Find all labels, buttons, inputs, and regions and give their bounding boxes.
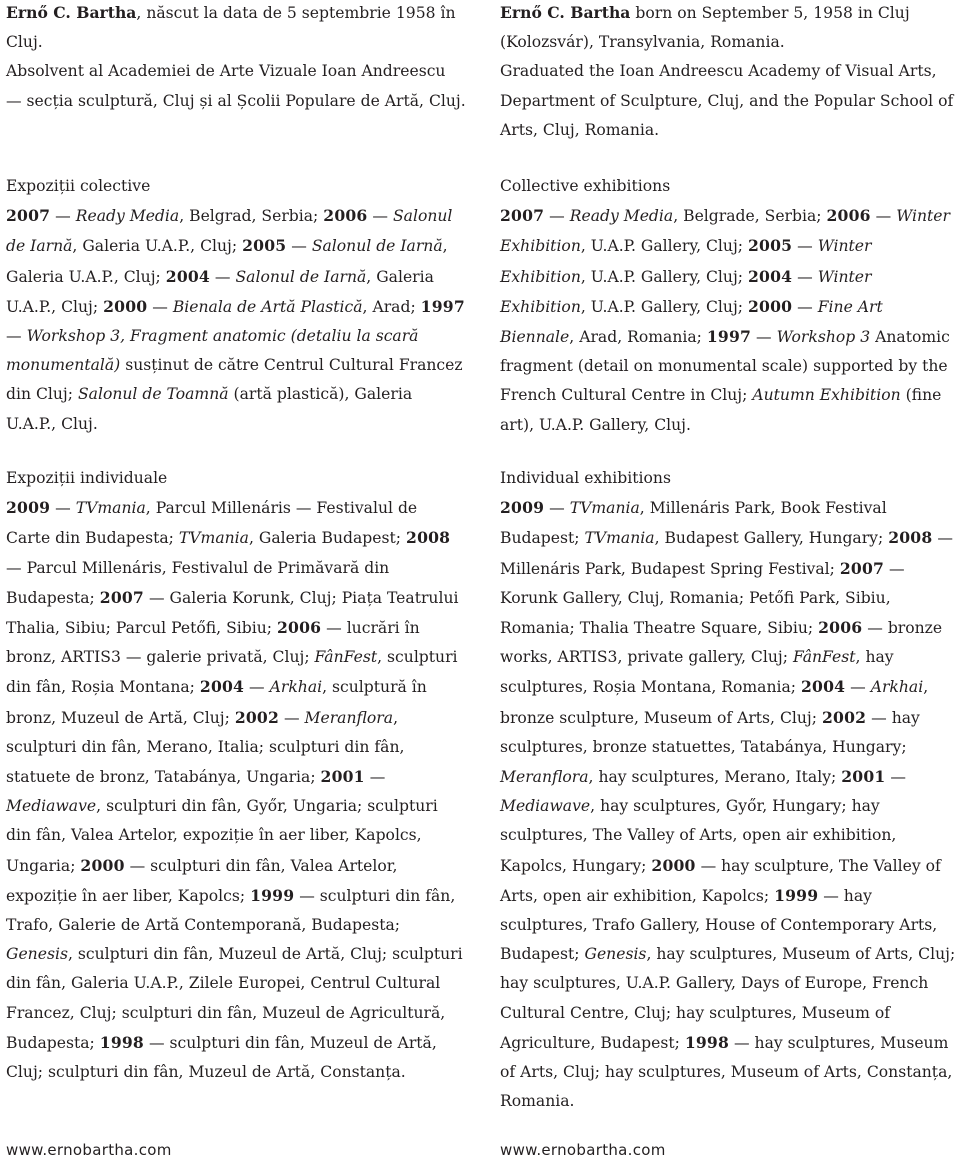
entry-dash: —: [695, 856, 722, 875]
solo-exhibitions-ro: [6, 464, 466, 1087]
entry-title: Workshop 3, Fragment anatomic (detaliu la scară monumentală): [6, 327, 419, 375]
entry-details: susținut de către Centrul Cultural Francez din Cluj;: [6, 356, 463, 404]
entry-title: Salonul de Iarnă: [6, 207, 453, 256]
entry-dash: —: [932, 529, 953, 548]
entry-year: 2004: [199, 677, 245, 697]
website-link[interactable]: www.ernobartha.com: [500, 1141, 666, 1159]
entry-details: Korunk Gallery, Cluj, Romania; Petőfi Park, Sibiu, Romania; Thalia Theatre Square, Sibiu;: [500, 588, 891, 638]
entry-title: Workshop 3: [776, 328, 871, 347]
entry-details: , bronze sculpture, Museum of Arts, Cluj;: [500, 678, 929, 727]
entry-details: , hay sculptures, Roșia Montana, Romania;: [500, 648, 894, 697]
entry-year: 1997: [420, 296, 465, 316]
intro-ro: [6, 0, 466, 116]
entry-list: [6, 493, 466, 1087]
exhibition-entry: [500, 207, 827, 225]
entry-year: 2006: [323, 206, 368, 226]
entry-dash: —: [50, 499, 76, 518]
entry-list: [500, 201, 960, 440]
entry-title: Autumn Exhibition: [752, 386, 901, 405]
entry-details: , Arad;: [362, 297, 421, 316]
entry-year: 2007: [99, 587, 144, 607]
entry-details: hay sculptures, bronze statuettes, Tatabánya, Hungary;: [500, 708, 920, 756]
entry-title: TVmania: [75, 499, 146, 518]
entry-title: TVmania: [569, 499, 640, 518]
entry-dash: —: [50, 207, 76, 226]
entry-details: hay sculptures, Museum of Arts, Cluj; hay sculptures, Museum of Arts, Constanța, Romania.: [500, 1033, 953, 1111]
entry-title: Salonul de Iarnă: [235, 267, 367, 286]
entry-year: 2004: [165, 266, 210, 286]
entry-year: 2004: [801, 677, 846, 697]
entry-details: , sculpturi din fân, Muzeul de Artă, Cluj; sculpturi din fân, Galeria U.A.P., Zilele Europei, Centrul Cultural Francez, Cluj; sculpturi din fân, Muzeul de Agricultură, Budapesta;: [6, 945, 463, 1052]
entry-dash: —: [729, 1033, 755, 1052]
section-heading: Expoziții colective: [6, 177, 151, 195]
entry-details: , Parcul Millenáris — Festivalul de Carte din Budapesta;: [6, 499, 418, 548]
entry-dash: —: [866, 708, 892, 727]
entry-details: , Galeria U.A.P., Cluj;: [6, 267, 434, 316]
section-heading: Collective exhibitions: [500, 177, 671, 195]
entry-year: 2005: [748, 236, 793, 256]
entry-dash: —: [544, 207, 570, 226]
entry-list: [6, 201, 466, 439]
entry-title: Winter Exhibition: [500, 207, 950, 256]
entry-details: sculpturi din fân, Valea Artelor, expoziție în aer liber, Kapolcs;: [6, 856, 398, 905]
exhibition-entry: [500, 768, 841, 786]
solo-exhibitions-en: [500, 464, 960, 1116]
entry-details: , hay sculptures, Merano, Italy;: [588, 768, 842, 787]
entry-details: , sculpturi din fân, Roșia Montana;: [6, 648, 458, 697]
entry-title: Salonul de Toamnă: [77, 385, 229, 404]
entry-details: , hay sculptures, Győr, Hungary; hay sculptures, The Valley of Arts, open air exhibition, Kapolcs, Hungary;: [500, 797, 897, 875]
entry-year: 2007: [6, 206, 51, 226]
entry-details: , Budapest Gallery, Hungary;: [654, 529, 889, 548]
entry-dash: —: [279, 708, 305, 727]
entry-year: 2009: [6, 498, 51, 518]
entry-year: 1999: [774, 885, 819, 905]
entry-details: sculpturi din fân, Muzeul de Artă, Cluj; sculpturi din fân, Muzeul de Artă, Constanța.: [6, 1033, 437, 1082]
entry-title: Arkhai: [870, 678, 924, 697]
entry-details: , U.A.P. Gallery, Cluj;: [580, 237, 748, 256]
entry-year: 2007: [839, 558, 885, 578]
entry-dash: —: [751, 328, 777, 347]
entry-year: 2006: [818, 618, 863, 638]
entry-year: 2000: [80, 855, 125, 875]
entry-dash: —: [884, 559, 905, 578]
entry-details: , Millenáris Park, Book Festival Budapest;: [500, 499, 887, 548]
section-heading: Expoziții individuale: [6, 469, 168, 487]
entry-title: Salonul de Iarnă: [311, 237, 443, 256]
entry-year: 2008: [406, 528, 451, 548]
entry-title: Mediawave: [6, 797, 97, 816]
exhibition-entry: [584, 529, 888, 547]
entry-details: bronze works, ARTIS3, private gallery, Cluj;: [500, 619, 943, 667]
entry-year: 2000: [103, 296, 148, 316]
exhibition-entry: [179, 529, 406, 547]
entry-details: Anatomic fragment (detail on monumental scale) supported by the French Cultural Centre in Cluj;: [500, 328, 950, 405]
entry-title: Ready Media: [569, 207, 674, 226]
entry-details: Parcul Millenáris, Festivalul de Primăvară din Budapesta;: [6, 558, 390, 607]
entry-title: Fine Art Biennale: [500, 297, 883, 347]
entry-year: 1998: [99, 1032, 144, 1052]
entry-year: 2000: [748, 296, 793, 316]
entry-list: [500, 493, 960, 1116]
entry-title: Winter Exhibition: [500, 267, 872, 316]
birth-line-en: [500, 0, 960, 57]
entry-dash: —: [321, 619, 347, 638]
entry-year: 2008: [888, 528, 933, 548]
group-exhibitions-ro: [6, 172, 466, 439]
entry-dash: —: [818, 886, 844, 905]
exhibition-entry: [6, 207, 323, 225]
studies-line-ro: Absolvent al Academiei de Arte Vizuale Ioan Andreescu — secția sculptură, Cluj și al Școlii Populare de Artă, Cluj.: [6, 62, 466, 110]
entry-dash: —: [792, 267, 818, 286]
entry-year: 2009: [500, 498, 545, 518]
entry-details: , sculpturi din fân, Merano, Italia; sculpturi din fân, statuete de bronz, Tatabánya, Ungaria;: [6, 708, 405, 787]
entry-details: Millenáris Park, Budapest Spring Festival;: [500, 559, 840, 578]
entry-title: FânFest: [314, 648, 378, 667]
entry-year: 2004: [748, 266, 793, 286]
entry-dash: —: [6, 558, 27, 577]
entry-details: hay sculptures, Trafo Gallery, House of Contemporary Arts, Budapest;: [500, 886, 938, 964]
artist-name: Ernő C. Bartha: [6, 3, 137, 22]
entry-dash: —: [544, 499, 570, 518]
entry-dash: —: [862, 619, 888, 638]
entry-details: , Galeria U.A.P., Cluj;: [72, 237, 243, 256]
entry-year: 2007: [500, 206, 545, 226]
entry-title: Mediawave: [500, 797, 591, 816]
entry-dash: —: [286, 237, 312, 256]
entry-dash: —: [244, 678, 270, 697]
entry-title: FânFest: [792, 648, 856, 667]
entry-details: , Galeria U.A.P., Cluj;: [6, 237, 448, 286]
entry-dash: —: [792, 297, 818, 316]
entry-details: (fine art), U.A.P. Gallery, Cluj.: [500, 386, 942, 434]
entry-details: , hay sculptures, Museum of Arts, Cluj; hay sculptures, U.A.P. Gallery, Days of Europe, French Cultural Centre, Cluj; hay sculptures, Museum of Agriculture, Budapest;: [500, 945, 956, 1052]
entry-details: , U.A.P. Gallery, Cluj;: [580, 267, 748, 286]
entry-title: Ready Media: [75, 207, 180, 226]
entry-details: , Belgrad, Serbia;: [179, 207, 324, 226]
entry-details: hay sculpture, The Valley of Arts, open air exhibition, Kapolcs;: [500, 856, 941, 905]
exhibition-entry: [103, 298, 421, 316]
entry-year: 2002: [234, 707, 280, 727]
entry-dash: —: [294, 886, 320, 905]
entry-dash: —: [885, 768, 906, 787]
entry-year: 2006: [826, 206, 871, 226]
entry-title: Meranflora: [500, 768, 589, 787]
birth-line-ro: [6, 0, 466, 57]
entry-details: Galeria Korunk, Cluj; Piața Teatrului Thalia, Sibiu; Parcul Petőfi, Sibiu;: [6, 588, 459, 638]
entry-dash: —: [364, 768, 386, 787]
entry-dash: —: [367, 207, 393, 226]
entry-title: Arkhai: [269, 678, 323, 697]
entry-title: Winter Exhibition: [500, 237, 872, 286]
entry-dash: —: [209, 267, 236, 286]
entry-details: lucrări în bronz, ARTIS3 — galerie privată, Cluj;: [6, 619, 420, 667]
entry-dash: —: [124, 856, 151, 875]
studies-line-en: Graduated the Ioan Andreescu Academy of Visual Arts, Department of Sculpture, Cluj, and the Popular School of Arts, Cluj, Romania.: [500, 62, 954, 139]
website-link[interactable]: www.ernobartha.com: [6, 1141, 172, 1159]
section-heading: Individual exhibitions: [500, 469, 671, 487]
entry-dash: —: [143, 588, 170, 607]
entry-dash: —: [143, 1033, 170, 1052]
artist-name: Ernő C. Bartha: [500, 3, 631, 22]
entry-year: 2000: [651, 855, 696, 875]
birth-text: born on September 5, 1958 in Cluj (Kolozsvár), Transylvania, Romania.: [500, 4, 910, 52]
entry-year: 2001: [320, 767, 365, 787]
entry-details: (artă plastică), Galeria U.A.P., Cluj.: [6, 385, 413, 433]
entry-details: sculpturi din fân, Trafo, Galerie de Artă Contemporană, Budapesta;: [6, 886, 456, 935]
entry-title: TVmania: [178, 529, 249, 548]
entry-dash: —: [845, 678, 871, 697]
entry-dash: —: [792, 237, 818, 256]
entry-year: 2001: [841, 767, 886, 787]
entry-details: , Galeria Budapest;: [248, 529, 407, 548]
entry-dash: —: [870, 207, 897, 226]
entry-dash: —: [6, 327, 27, 346]
entry-year: 1998: [684, 1032, 730, 1052]
entry-year: 2005: [242, 236, 287, 256]
entry-year: 2002: [821, 707, 867, 727]
intro-en: [500, 0, 960, 145]
entry-details: , Belgrade, Serbia;: [673, 207, 827, 226]
entry-title: Genesis: [6, 945, 68, 964]
entry-title: TVmania: [584, 529, 655, 548]
entry-title: Genesis: [584, 945, 647, 964]
entry-title: Bienala de Artă Plastică: [172, 297, 363, 316]
entry-details: , Arad, Romania;: [569, 328, 707, 347]
entry-details: , sculptură în bronz, Muzeul de Artă, Cluj;: [6, 678, 427, 727]
entry-year: 1997: [706, 327, 752, 347]
entry-details: , U.A.P. Gallery, Cluj;: [580, 297, 748, 316]
entry-title: Meranflora: [304, 708, 394, 727]
birth-text: , născut la data de 5 septembrie 1958 în Cluj.: [6, 4, 456, 52]
group-exhibitions-en: [500, 172, 960, 440]
entry-dash: —: [147, 297, 173, 316]
entry-year: 1999: [250, 885, 295, 905]
entry-year: 2006: [276, 618, 322, 638]
entry-details: , sculpturi din fân, Győr, Ungaria; sculpturi din fân, Valea Artelor, expoziție în aer liber, Kapolcs, Ungaria;: [6, 797, 438, 875]
